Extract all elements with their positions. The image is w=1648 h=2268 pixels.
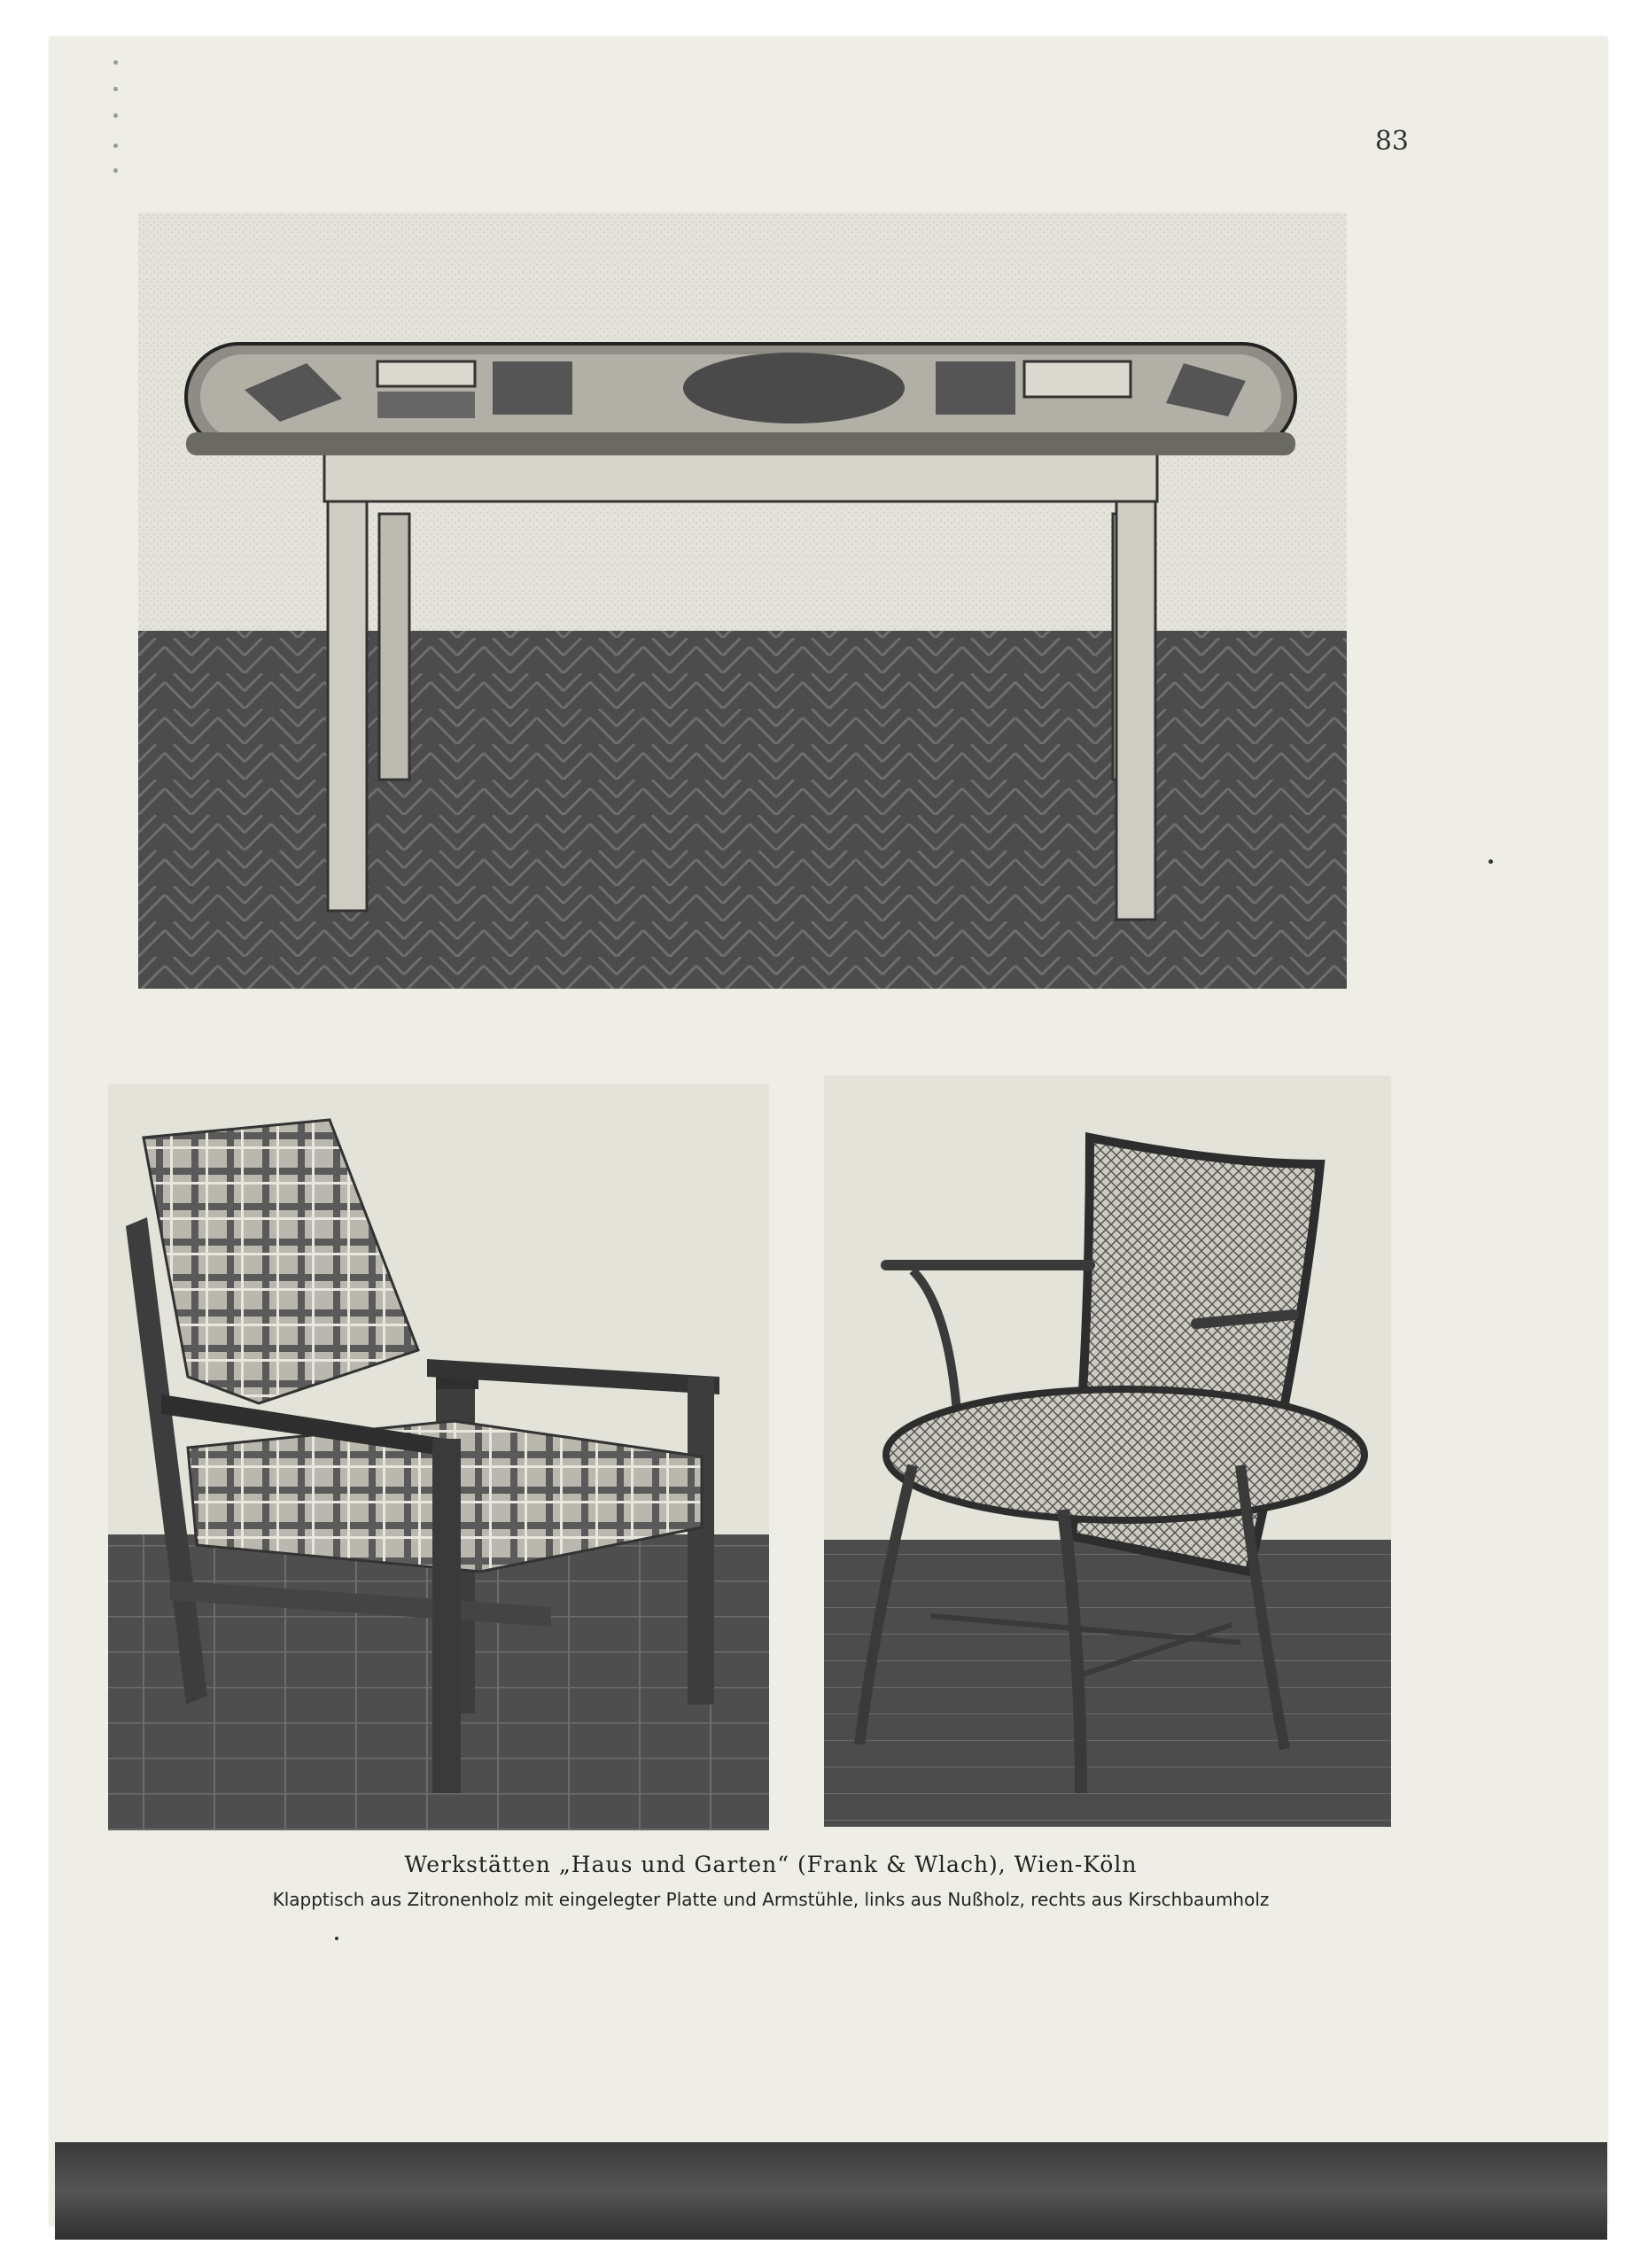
armchair-photo <box>108 1084 769 1830</box>
caption-subtitle: Klapptisch aus Zitronenholz mit eingelegter Platte und Armstühle, links aus Nußholz, rechts aus Kirschbaumholz <box>272 1889 1270 1910</box>
cane-chair-photo-icon <box>824 1076 1391 1827</box>
binding-holes <box>113 60 126 175</box>
margin-speck <box>335 1937 338 1940</box>
caption-title: Werkstätten „Haus und Garten“ (Frank & Wlach), Wien-Köln <box>404 1852 1138 1877</box>
page-number: 83 <box>1374 126 1409 157</box>
table-photo-icon <box>138 213 1347 989</box>
margin-speck <box>1489 859 1493 864</box>
scan-edge-band <box>55 2142 1607 2240</box>
cane-chair-photo <box>824 1076 1391 1827</box>
table-photo <box>138 213 1347 989</box>
armchair-photo-icon <box>108 1084 769 1830</box>
